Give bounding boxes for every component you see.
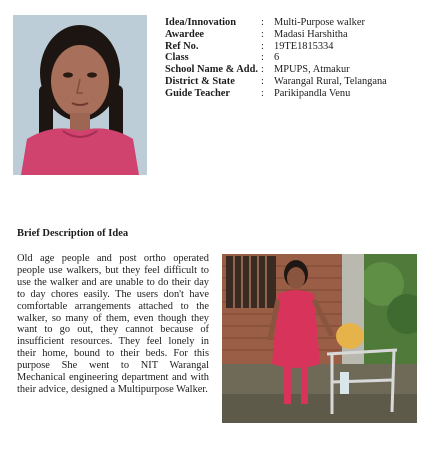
info-row-idea — [165, 17, 387, 29]
info-value: 19TE1815334 — [274, 40, 334, 52]
info-row-school — [165, 64, 387, 76]
info-separator: : — [261, 40, 264, 52]
info-label: Idea/Innovation — [165, 17, 237, 28]
info-value: Multi-Purpose walker — [274, 17, 365, 28]
info-label: Awardee — [165, 28, 205, 40]
info-row-ref-no — [165, 41, 387, 53]
info-label: Guide Teacher — [165, 87, 230, 99]
info-separator: : — [261, 28, 264, 40]
info-value: MPUPS, Atmakur — [274, 64, 350, 76]
info-value: 6 — [274, 52, 280, 64]
info-label: Class — [165, 52, 189, 64]
info-value: Warangal Rural, Telangana — [274, 75, 387, 87]
info-row-awardee — [165, 29, 387, 41]
info-label: School Name & Add. — [165, 64, 258, 76]
info-separator: : — [261, 75, 264, 87]
info-value: Madasi Harshitha — [274, 28, 348, 40]
info-row-district-state — [165, 76, 387, 88]
info-label: Ref No. — [165, 40, 199, 52]
walker-demo-photo — [222, 254, 417, 423]
brief-description-paragraph: Old age people and post ortho operated people use walkers, but they feel difficult to use the walker and are unable to do their day to day chores easily. The users don't have comfortable arrangements attached to the walker, so many of them, even though they want to go out, they cannot because of insufficient resources. They feel lonely in their home, bound to their beds. For this purpose She went to NIT Warangal Mechanical engineering department and with their advice, designed a Multipurpose Walker. — [17, 253, 209, 395]
awardee-info-table — [165, 17, 387, 100]
info-row-class — [165, 52, 387, 64]
info-separator: : — [261, 64, 264, 76]
info-separator: : — [261, 87, 264, 99]
info-separator: : — [261, 52, 264, 64]
info-separator: : — [261, 17, 264, 28]
info-row-guide-teacher — [165, 88, 387, 100]
info-label: District & State — [165, 75, 235, 87]
brief-description-heading: Brief Description of Idea — [17, 228, 129, 239]
awardee-portrait-photo — [13, 15, 147, 175]
brief-description-text — [17, 253, 209, 396]
info-value: Parikipandla Venu — [274, 87, 351, 99]
